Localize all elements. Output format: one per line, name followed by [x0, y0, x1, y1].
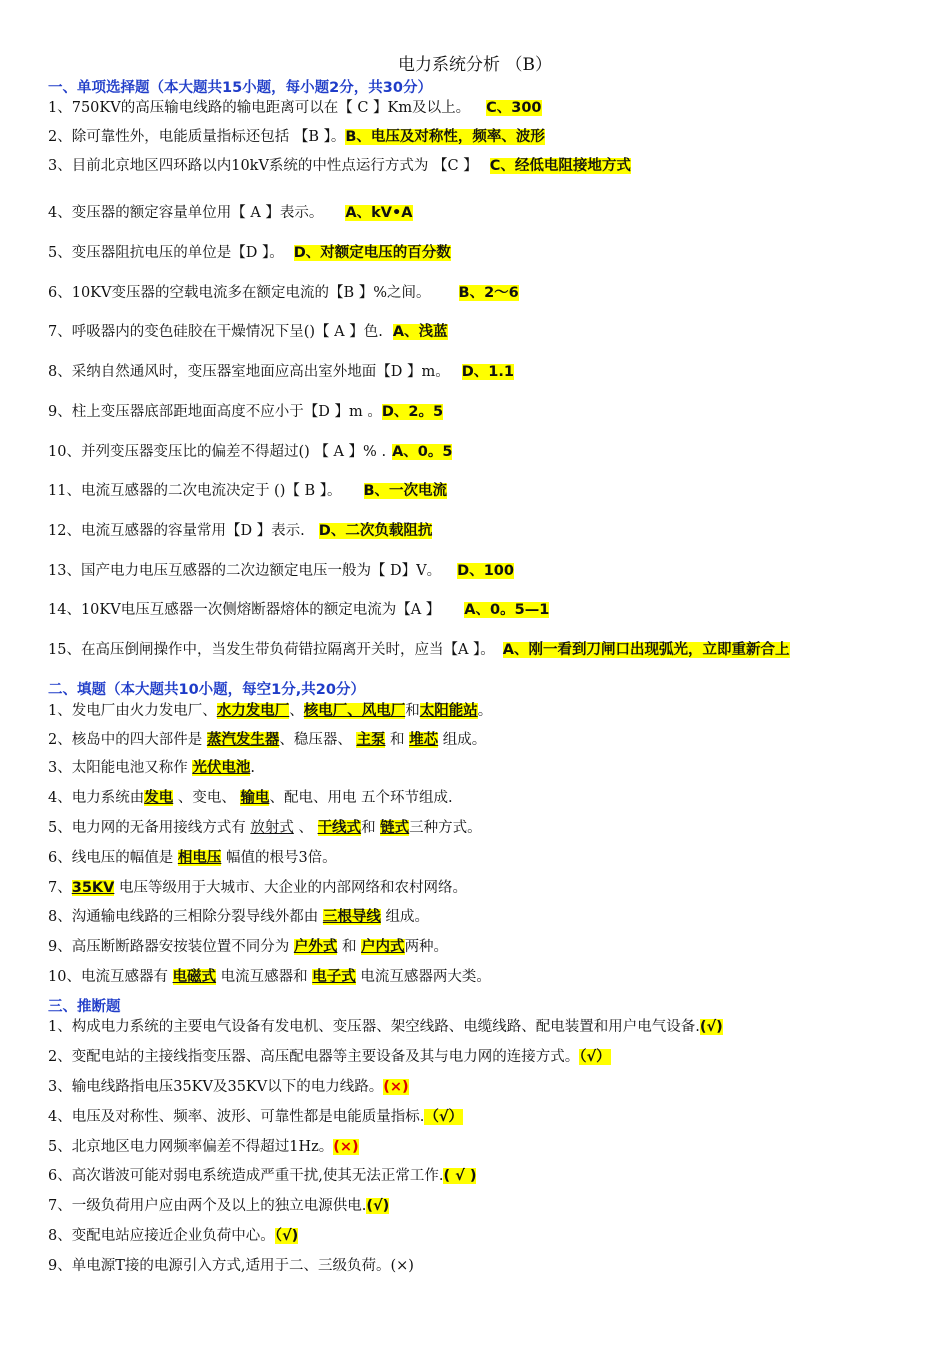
fill-answer-plain: 放射式 — [250, 820, 294, 836]
question-text: 3、输电线路指电压35KV及35KV以下的电力线路。 — [48, 1079, 384, 1095]
question-text: 两种。 — [404, 939, 449, 955]
section-heading-fill: 二、填题（本大题共10小题，每空1分,共20分） — [48, 682, 365, 698]
question-text: 7、呼吸器内的变色硅胶在干燥情况下呈()【 A 】色. — [48, 324, 383, 340]
fill-answer: 电磁式 — [172, 969, 217, 985]
question-text: 1、发电厂由火力发电厂、 — [48, 703, 217, 719]
question-text: 组成。 — [380, 909, 429, 925]
judge-question-1 — [48, 1017, 723, 1037]
answer-highlight: B、电压及对称性，频率、波形 — [345, 129, 545, 145]
judge-question-2 — [48, 1047, 611, 1067]
choice-question-12 — [48, 521, 432, 541]
judge-question-7 — [48, 1196, 389, 1216]
question-text: 8、变配电站应接近企业负荷中心。 — [48, 1228, 275, 1244]
fill-question-5 — [48, 818, 482, 838]
fill-question-1 — [48, 701, 492, 721]
question-text: 1、750KV的高压输电线路的输电距离可以在【 C 】Km及以上。 — [48, 100, 471, 116]
fill-answer: 链式 — [380, 820, 410, 836]
question-text: 5、北京地区电力网频率偏差不得超过1Hz。 — [48, 1139, 334, 1155]
question-text: 6、高次谐波可能对弱电系统造成严重干扰,使其无法正常工作. — [48, 1168, 444, 1184]
fill-answer: 电子式 — [312, 969, 356, 985]
answer-highlight: B、2～6 — [458, 285, 519, 301]
section-heading-choice: 一、单项选择题（本大题共15小题，每小题2分，共30分） — [48, 80, 432, 96]
question-text: 、 — [293, 820, 318, 836]
choice-question-6 — [48, 283, 519, 303]
fill-answer: 户外式 — [293, 939, 338, 955]
question-text: 3、目前北京地区四环路以内10kV系统的中性点运行方式为 【C 】 — [48, 158, 478, 174]
question-text: 和 — [337, 939, 362, 955]
question-text: 幅值的根号3倍。 — [221, 850, 337, 866]
question-text: 9、柱上变压器底部距地面高度不应小于【D 】m 。 — [48, 404, 382, 420]
question-text: 、稳压器、 — [279, 732, 357, 748]
question-text: 4、变压器的额定容量单位用【 A 】表示。 — [48, 205, 324, 221]
question-text: 电压等级用于大城市、大企业的内部网络和农村网络。 — [114, 880, 467, 896]
fill-answer: 核电厂、风电厂 — [303, 703, 406, 719]
question-text: 、配电、用电 五个环节组成. — [269, 790, 453, 806]
fill-answer: 发电 — [144, 790, 174, 806]
fill-answer: 光伏电池 — [192, 760, 251, 776]
fill-answer: 堆芯 — [409, 732, 439, 748]
question-text: 5、变压器阻抗电压的单位是【D 】。 — [48, 245, 284, 261]
fill-answer: 户内式 — [361, 939, 405, 955]
choice-question-7 — [48, 322, 448, 342]
answer-highlight: B、一次电流 — [363, 483, 448, 499]
question-text: 2、变配电站的主接线指变压器、高压配电器等主要设备及其与电力网的连接方式。 — [48, 1049, 580, 1065]
question-text: 12、电流互感器的容量常用【D 】表示. — [48, 523, 305, 539]
question-text: 6、10KV变压器的空载电流多在额定电流的【B 】%之间。 — [48, 285, 431, 301]
fill-question-6 — [48, 848, 337, 868]
question-text: 15、在高压倒闸操作中，当发生带负荷错拉隔离开关时，应当【A 】。 — [48, 642, 495, 658]
choice-question-8 — [48, 362, 514, 382]
answer-highlight: C、300 — [486, 100, 542, 116]
choice-question-4 — [48, 203, 413, 223]
judge-answer: (√) — [699, 1019, 723, 1035]
answer-highlight: A、0。5 — [392, 444, 453, 460]
answer-highlight: D、二次负载阻抗 — [318, 523, 433, 539]
judge-question-6 — [48, 1166, 476, 1186]
question-text: 13、国产电力电压互感器的二次边额定电压一般为【 D】V。 — [48, 563, 442, 579]
answer-highlight: A、0。5—1 — [464, 602, 550, 618]
judge-question-5 — [48, 1137, 359, 1157]
choice-question-11 — [48, 481, 447, 501]
choice-question-9 — [48, 402, 443, 422]
choice-question-15 — [48, 640, 790, 660]
question-text: 8、采纳自然通风时，变压器室地面应高出室外地面【D 】m。 — [48, 364, 450, 380]
judge-answer: (√) — [366, 1198, 390, 1214]
question-text: 4、电压及对称性、频率、波形、可靠性都是电能质量指标. — [48, 1109, 425, 1125]
fill-answer: 输电 — [240, 790, 270, 806]
judge-answer: ( √ ) — [443, 1168, 477, 1184]
answer-highlight: A、刚一看到刀闸口出现弧光，立即重新合上 — [502, 642, 790, 658]
judge-question-3 — [48, 1077, 409, 1097]
question-text: 和 — [361, 820, 381, 836]
answer-highlight: A、kV•A — [345, 205, 413, 221]
section-heading-judge: 三、推断题 — [48, 999, 121, 1015]
fill-answer: 相电压 — [177, 850, 222, 866]
question-text: 14、10KV电压互感器一次侧熔断器熔体的额定电流为【A 】 — [48, 602, 441, 618]
question-text: 、变电、 — [173, 790, 241, 806]
question-text: 7、 — [48, 880, 72, 896]
question-text: 3、太阳能电池又称作 — [48, 760, 193, 776]
fill-answer: 主泵 — [356, 732, 386, 748]
fill-question-4 — [48, 788, 453, 808]
question-text: 和 — [405, 703, 420, 719]
question-text: 5、电力网的无备用接线方式有 — [48, 820, 251, 836]
fill-answer: 干线式 — [317, 820, 362, 836]
choice-question-1 — [48, 98, 542, 118]
question-text: 。 — [477, 703, 493, 719]
choice-question-13 — [48, 561, 514, 581]
question-text: 和 — [385, 732, 410, 748]
choice-question-2 — [48, 127, 545, 147]
judge-question-8 — [48, 1226, 298, 1246]
fill-question-7 — [48, 878, 467, 898]
question-text: 8、沟通输电线路的三相除分裂导线外都由 — [48, 909, 323, 925]
question-text: 6、线电压的幅值是 — [48, 850, 178, 866]
judge-answer: （√） — [424, 1109, 464, 1125]
question-text: 10、电流互感器有 — [48, 969, 173, 985]
question-text: 2、核岛中的四大部件是 — [48, 732, 207, 748]
fill-question-9 — [48, 937, 448, 957]
judge-answer: (×) — [333, 1139, 359, 1155]
answer-highlight: D、100 — [457, 563, 514, 579]
fill-question-3 — [48, 758, 255, 778]
judge-question-4 — [48, 1107, 463, 1127]
fill-answer: 太阳能站 — [419, 703, 478, 719]
choice-question-5 — [48, 243, 451, 263]
question-text: 9、单电源T接的电源引入方式,适用于二、三级负荷。(×) — [48, 1258, 414, 1274]
fill-question-8 — [48, 907, 429, 927]
answer-highlight: D、2。5 — [381, 404, 444, 420]
question-text: 电流互感器和 — [216, 969, 313, 985]
question-text: 9、高压断断路器安按装位置不同分为 — [48, 939, 294, 955]
answer-highlight: D、1.1 — [461, 364, 514, 380]
judge-answer: （√） — [579, 1049, 611, 1065]
question-text: 10、并列变压器变压比的偏差不得超过() 【 A 】% . — [48, 444, 387, 460]
answer-highlight: D、对额定电压的百分数 — [293, 245, 451, 261]
fill-answer: 三根导线 — [322, 909, 381, 925]
question-text: 组成。 — [438, 732, 487, 748]
fill-question-2 — [48, 730, 486, 750]
question-text: 电流互感器两大类。 — [355, 969, 491, 985]
question-text: 、 — [289, 703, 304, 719]
question-text: 7、一级负荷用户应由两个及以上的独立电源供电. — [48, 1198, 367, 1214]
question-text: 4、电力系统由 — [48, 790, 145, 806]
fill-question-10 — [48, 967, 491, 987]
document-title: 电力系统分析 （B） — [398, 55, 552, 75]
choice-question-14 — [48, 600, 549, 620]
question-text: . — [250, 760, 255, 776]
question-text: 11、电流互感器的二次电流决定于 ()【 B 】。 — [48, 483, 342, 499]
answer-highlight: C、经低电阻接地方式 — [489, 158, 631, 174]
judge-question-9 — [48, 1256, 414, 1276]
answer-highlight: A、浅蓝 — [392, 324, 448, 340]
question-text: 2、除可靠性外，电能质量指标还包括 【B 】。 — [48, 129, 346, 145]
question-text: 1、构成电力系统的主要电气设备有发电机、变压器、架空线路、电缆线路、配电装置和用户电气设备. — [48, 1019, 700, 1035]
judge-answer: (×) — [383, 1079, 409, 1095]
fill-answer: 蒸汽发生器 — [206, 732, 280, 748]
choice-question-10 — [48, 442, 452, 462]
question-text: 三种方式。 — [409, 820, 482, 836]
choice-question-3 — [48, 156, 631, 176]
fill-answer: 35KV — [71, 880, 115, 896]
fill-answer: 水力发电厂 — [216, 703, 290, 719]
judge-answer: （√) — [274, 1228, 299, 1244]
